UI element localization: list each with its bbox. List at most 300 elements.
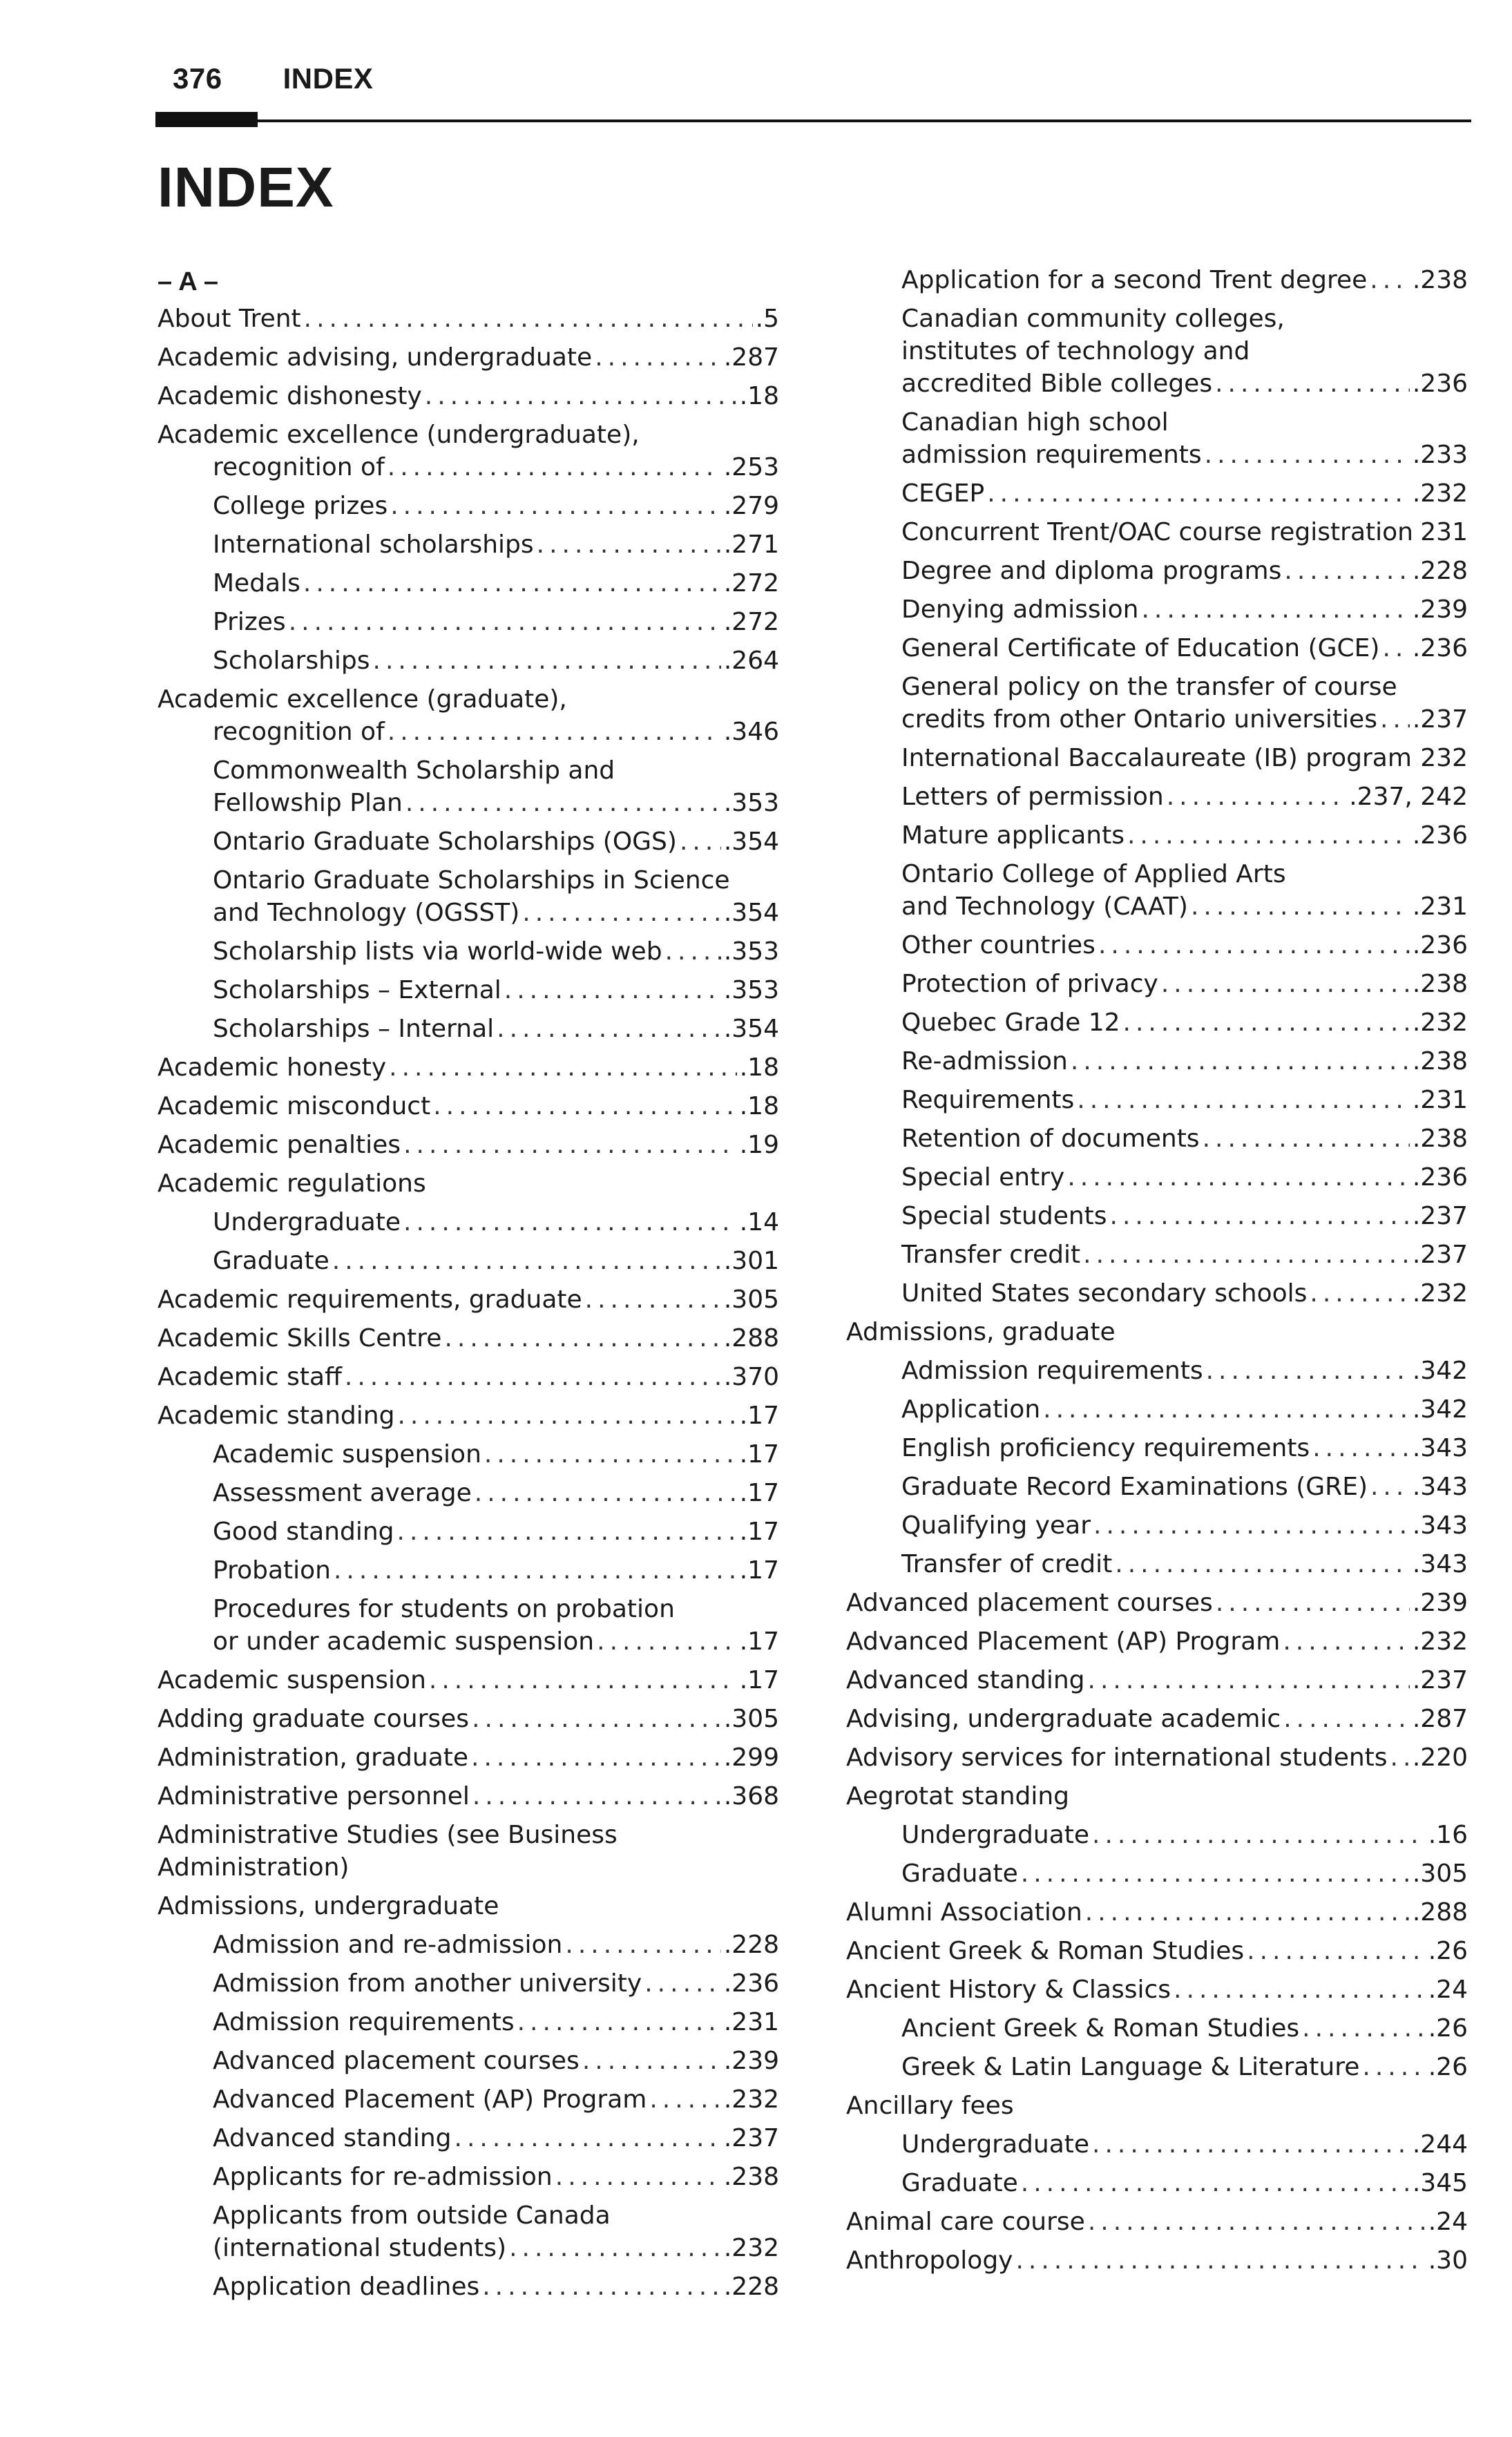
- index-subentry: [846, 2012, 1468, 2045]
- dot-leader: [484, 1438, 737, 1471]
- entry-term: Denying admission: [901, 595, 1139, 624]
- index-subentry: [157, 754, 779, 819]
- index-subentry: [157, 1438, 779, 1471]
- index-subentry: [157, 1554, 779, 1587]
- entry-page-number: .353: [723, 976, 779, 1004]
- entry-term-continuation: and Technology (OGSST): [213, 899, 520, 927]
- entry-term: Anthropology: [846, 2246, 1013, 2275]
- entry-page-number: .343: [1412, 1550, 1468, 1578]
- index-entry: [157, 1129, 779, 1161]
- entry-page-number: .228: [723, 2273, 779, 2301]
- index-subentry: [846, 303, 1468, 400]
- entry-page-number: .232: [723, 2085, 779, 2114]
- entry-term: Graduate Record Examinations (GRE): [901, 1473, 1368, 1501]
- entry-term: Requirements: [901, 1086, 1075, 1114]
- entry-page-number: .301: [723, 1247, 779, 1275]
- index-entry: [157, 1890, 779, 1922]
- dot-leader: [1203, 1122, 1410, 1155]
- entry-page-number: .343: [1412, 1434, 1468, 1462]
- entry-page-number: .18: [739, 1053, 779, 1082]
- index-entry: [157, 1703, 779, 1735]
- dot-leader: [472, 1780, 721, 1813]
- index-entry: [157, 1361, 779, 1393]
- index-subentry: [157, 606, 779, 638]
- dot-leader: [387, 451, 721, 484]
- entry-term: Ontario Graduate Scholarships in Science: [213, 866, 730, 895]
- dot-leader: [472, 1703, 721, 1735]
- entry-term: Academic excellence (undergraduate),: [157, 421, 640, 449]
- entry-page-number: .236: [1412, 821, 1468, 850]
- dot-leader: [1370, 264, 1410, 296]
- index-entry: [846, 2206, 1468, 2238]
- dot-leader: [1092, 2128, 1410, 2161]
- index-subentry: [157, 490, 779, 522]
- index-entry: [846, 2244, 1468, 2277]
- entry-term: Admission requirements: [901, 1357, 1203, 1385]
- dot-leader: [1088, 1664, 1410, 1697]
- entry-term: Admission requirements: [213, 2008, 515, 2036]
- dot-leader: [1284, 555, 1409, 587]
- entry-page-number: .370: [723, 1363, 779, 1391]
- index-entry: [157, 1780, 779, 1813]
- index-entry: [157, 380, 779, 412]
- dot-leader: [1110, 1200, 1410, 1232]
- entry-page-number: .238: [1412, 266, 1468, 294]
- entry-page-number: .238: [1412, 1125, 1468, 1153]
- entry-term: International scholarships: [213, 531, 534, 559]
- dot-leader: [597, 1625, 737, 1658]
- entry-term: Admission and re-admission: [213, 1931, 563, 1959]
- entry-page-number: .236: [1412, 370, 1468, 398]
- entry-term: English proficiency requirements: [901, 1434, 1310, 1462]
- entry-term: Graduate: [213, 1247, 329, 1275]
- index-subentry: [846, 1509, 1468, 1542]
- index-subentry: [846, 406, 1468, 471]
- dot-leader: [582, 2045, 721, 2077]
- entry-term: Medals: [213, 569, 300, 598]
- entry-term: Academic suspension: [157, 1666, 426, 1694]
- entry-term: Academic standing: [157, 1402, 395, 1430]
- entry-page-number: .271: [723, 531, 779, 559]
- entry-page-number: .232: [1412, 1627, 1468, 1656]
- index-subentry: [157, 2006, 779, 2038]
- index-entry: [846, 2090, 1468, 2122]
- entry-page-number: .232: [1412, 479, 1468, 508]
- dot-leader: [389, 1051, 737, 1084]
- entry-page-number: .237: [723, 2124, 779, 2152]
- entry-term: Academic Skills Centre: [157, 1324, 442, 1353]
- index-entry: [157, 303, 779, 335]
- entry-page-number: .354: [723, 1015, 779, 1043]
- entry-page-number: .232: [1412, 1009, 1468, 1037]
- entry-term: Application for a second Trent degree: [901, 266, 1368, 294]
- entry-term-continuation: institutes of technology and: [901, 337, 1250, 365]
- entry-page-number: .17: [739, 1479, 779, 1507]
- entry-term: Admissions, graduate: [846, 1318, 1116, 1346]
- dot-leader: [1191, 890, 1410, 923]
- dot-leader: [1247, 1935, 1426, 1967]
- entry-page-number: .24: [1428, 1976, 1468, 2004]
- entry-page-number: .253: [723, 453, 779, 481]
- entry-term: Academic misconduct: [157, 1092, 431, 1120]
- index-subentry: [157, 528, 779, 561]
- dot-leader: [555, 2161, 721, 2193]
- dot-leader: [504, 974, 721, 1006]
- entry-term: Letters of permission: [901, 783, 1164, 811]
- dot-leader: [1093, 1509, 1410, 1542]
- index-subentry: [846, 781, 1468, 813]
- dot-leader: [1310, 1277, 1409, 1310]
- index-subentry: [846, 632, 1468, 665]
- entry-term: Transfer credit: [901, 1241, 1081, 1269]
- entry-page-number: .354: [723, 899, 779, 927]
- running-head: [173, 62, 373, 95]
- entry-term: Transfer of credit: [901, 1550, 1113, 1578]
- entry-term: Ancient Greek & Roman Studies: [846, 1937, 1245, 1965]
- dot-leader: [1362, 2051, 1425, 2083]
- index-subentry: [846, 1548, 1468, 1580]
- entry-term: General policy on the transfer of course: [901, 673, 1397, 701]
- entry-term: Ontario College of Applied Arts: [901, 860, 1286, 888]
- index-subentry: [846, 742, 1468, 774]
- entry-page-number: 232: [1420, 744, 1468, 772]
- entry-page-number: .17: [739, 1402, 779, 1430]
- index-subentry: [846, 264, 1468, 296]
- index-subentry: [846, 671, 1468, 736]
- index-subentry: [157, 2161, 779, 2193]
- index-subentry: [846, 593, 1468, 626]
- entry-page-number: .287: [1412, 1705, 1468, 1733]
- index-subentry: [846, 2167, 1468, 2199]
- entry-term: College prizes: [213, 492, 388, 520]
- entry-page-number: .239: [1412, 595, 1468, 624]
- index-entry: [846, 1703, 1468, 1735]
- dot-leader: [1283, 1703, 1410, 1735]
- entry-page-number: .236: [1412, 1163, 1468, 1192]
- entry-term: Scholarship lists via world-wide web: [213, 937, 662, 966]
- index-subentry: [157, 2199, 779, 2264]
- index-subentry: [157, 2045, 779, 2077]
- index-subentry: [157, 974, 779, 1006]
- dot-leader: [1067, 1161, 1410, 1194]
- entry-page-number: .354: [723, 828, 779, 856]
- index-entry: [846, 1316, 1468, 1348]
- entry-page-number: .239: [723, 2047, 779, 2075]
- entry-page-number: .14: [739, 1208, 779, 1236]
- entry-page-number: .272: [723, 569, 779, 598]
- entry-term: Scholarships – External: [213, 976, 501, 1004]
- entry-term: Undergraduate: [213, 1208, 401, 1236]
- index-entry: [157, 1167, 779, 1200]
- index-subentry: [157, 1593, 779, 1658]
- entry-term: Procedures for students on probation: [213, 1595, 675, 1623]
- entry-term: Advanced standing: [213, 2124, 452, 2152]
- dot-leader: [475, 1477, 737, 1509]
- entry-term: Ontario Graduate Scholarships (OGS): [213, 828, 677, 856]
- dot-leader: [517, 2006, 721, 2038]
- entry-page-number: .238: [723, 2163, 779, 2191]
- entry-term-continuation: or under academic suspension: [213, 1627, 595, 1656]
- page-number: 376: [173, 62, 222, 95]
- entry-page-number: .232: [1412, 1279, 1468, 1308]
- dot-leader: [1283, 1625, 1410, 1658]
- dot-leader: [987, 477, 1410, 510]
- entry-page-number: .231: [1412, 892, 1468, 921]
- index-subentry: [846, 968, 1468, 1000]
- entry-page-number: .26: [1428, 2053, 1468, 2081]
- dot-leader: [1415, 742, 1417, 774]
- entry-term: Academic regulations: [157, 1169, 426, 1198]
- entry-page-number: .237: [1412, 705, 1468, 734]
- dot-leader: [1115, 1548, 1410, 1580]
- index-subentry: [157, 2271, 779, 2303]
- index-subentry: [157, 567, 779, 600]
- entry-page-number: .18: [739, 382, 779, 410]
- index-subentry: [846, 1045, 1468, 1078]
- dot-leader: [425, 380, 737, 412]
- index-entry: [157, 419, 779, 484]
- entry-page-number: .236: [723, 1969, 779, 1998]
- entry-page-number: .5: [755, 305, 779, 333]
- index-subentry: [846, 929, 1468, 962]
- dot-leader: [1085, 1896, 1410, 1929]
- entry-page-number: .17: [739, 1518, 779, 1546]
- entry-term: Probation: [213, 1556, 331, 1585]
- entry-page-number: .236: [1412, 931, 1468, 959]
- entry-term: Admissions, undergraduate: [157, 1892, 499, 1920]
- dot-leader: [585, 1283, 721, 1316]
- dot-leader: [1141, 593, 1409, 626]
- entry-page-number: .232: [723, 2234, 779, 2262]
- dot-leader: [1021, 2167, 1410, 2199]
- index-entry: [846, 1664, 1468, 1697]
- entry-page-number: .305: [1412, 1860, 1468, 1888]
- entry-term: About Trent: [157, 305, 301, 333]
- entry-term: Advanced Placement (AP) Program: [846, 1627, 1281, 1656]
- dot-leader: [1370, 1471, 1410, 1503]
- entry-term: Scholarships: [213, 647, 370, 675]
- entry-page-number: .279: [723, 492, 779, 520]
- index-subentry: [846, 1239, 1468, 1271]
- dot-leader: [471, 1741, 721, 1774]
- index-subentry: [846, 1471, 1468, 1503]
- dot-leader: [454, 2122, 721, 2154]
- entry-term: Good standing: [213, 1518, 394, 1546]
- entry-term: Alumni Association: [846, 1898, 1082, 1927]
- index-subentry: [157, 1967, 779, 2000]
- dot-leader: [1416, 516, 1417, 548]
- entry-term: Commonwealth Scholarship and: [213, 756, 615, 785]
- entry-term: Academic staff: [157, 1363, 342, 1391]
- entry-term: Advanced standing: [846, 1666, 1085, 1694]
- entry-page-number: .17: [739, 1440, 779, 1469]
- index-subentry: [846, 819, 1468, 852]
- dot-leader: [1312, 1432, 1410, 1464]
- entry-term: Academic dishonesty: [157, 382, 422, 410]
- entry-page-number: .272: [723, 608, 779, 636]
- index-entry: [157, 683, 779, 748]
- index-column-left: [157, 262, 779, 2309]
- entry-page-number: .299: [723, 1743, 779, 1772]
- entry-term-continuation: (international students): [213, 2234, 507, 2262]
- entry-term: International Baccalaureate (IB) program: [901, 744, 1412, 772]
- dot-leader: [1092, 1819, 1426, 1851]
- index-subentry: [846, 1355, 1468, 1387]
- entry-page-number: .368: [723, 1782, 779, 1810]
- entry-term: Canadian community colleges,: [901, 305, 1285, 333]
- entry-term: Degree and diploma programs: [901, 557, 1282, 585]
- entry-page-number: .288: [723, 1324, 779, 1353]
- entry-term: Advanced Placement (AP) Program: [213, 2085, 647, 2114]
- index-subentry: [846, 555, 1468, 587]
- dot-leader: [644, 1967, 721, 2000]
- dot-leader: [1382, 632, 1409, 665]
- entry-term-continuation: Fellowship Plan: [213, 789, 403, 817]
- dot-leader: [303, 567, 721, 600]
- dot-leader: [1302, 2012, 1426, 2045]
- index-subentry: [157, 1013, 779, 1045]
- entry-page-number: .346: [723, 718, 779, 746]
- index-entry: [846, 1974, 1468, 2006]
- entry-page-number: .19: [739, 1131, 779, 1159]
- entry-page-number: .288: [1412, 1898, 1468, 1927]
- index-subentry: [846, 1277, 1468, 1310]
- dot-leader: [1161, 968, 1410, 1000]
- entry-term: Retention of documents: [901, 1125, 1200, 1153]
- index-subentry: [157, 1206, 779, 1239]
- entry-term: Graduate: [901, 1860, 1018, 1888]
- dot-leader: [433, 1090, 737, 1122]
- entry-page-number: .228: [1412, 557, 1468, 585]
- entry-page-number: .220: [1412, 1743, 1468, 1772]
- index-column-right: [846, 262, 1468, 2283]
- entry-term: Administrative Studies (see Business: [157, 1821, 618, 1849]
- entry-term: Concurrent Trent/OAC course registration: [901, 518, 1413, 546]
- entry-page-number: .305: [723, 1705, 779, 1733]
- entry-term: Application deadlines: [213, 2273, 480, 2301]
- entry-term: Applicants for re-admission: [213, 2163, 553, 2191]
- index-subentry: [846, 1393, 1468, 1426]
- entry-term: Admission from another university: [213, 1969, 642, 1998]
- entry-term: Academic requirements, graduate: [157, 1286, 582, 1314]
- dot-leader: [289, 606, 721, 638]
- entry-term: Qualifying year: [901, 1511, 1091, 1540]
- dot-leader: [1043, 1393, 1410, 1426]
- running-title: INDEX: [283, 62, 374, 95]
- dot-leader: [390, 490, 721, 522]
- dot-leader: [1390, 1741, 1410, 1774]
- index-subentry: [157, 825, 779, 858]
- entry-term: Academic suspension: [213, 1440, 481, 1469]
- index-entry: [846, 1587, 1468, 1619]
- dot-leader: [1216, 1587, 1410, 1619]
- entry-term: Special students: [901, 1202, 1107, 1230]
- dot-leader: [1205, 439, 1410, 471]
- dot-leader: [1021, 1857, 1410, 1890]
- index-entry: [157, 1399, 779, 1432]
- index-subentry: [846, 1006, 1468, 1039]
- index-entry: [157, 1090, 779, 1122]
- dot-leader: [405, 787, 721, 819]
- dot-leader: [1083, 1239, 1410, 1271]
- entry-page-number: .17: [739, 1627, 779, 1656]
- dot-leader: [397, 1399, 736, 1432]
- index-subentry: [846, 477, 1468, 510]
- dot-leader: [665, 935, 721, 968]
- dot-leader: [429, 1664, 737, 1697]
- entry-term: Academic excellence (graduate),: [157, 685, 567, 714]
- entry-term: Graduate: [901, 2169, 1018, 2197]
- dot-leader: [497, 1013, 721, 1045]
- dot-leader: [565, 1929, 720, 1961]
- dot-leader: [1206, 1355, 1410, 1387]
- dot-leader: [332, 1245, 721, 1277]
- dot-leader: [482, 2271, 721, 2303]
- entry-page-number: .17: [739, 1556, 779, 1585]
- index-subentry: [846, 1200, 1468, 1232]
- index-subentry: [846, 1857, 1468, 1890]
- entry-term: Ancient Greek & Roman Studies: [901, 2014, 1300, 2043]
- entry-page-number: .16: [1428, 1821, 1468, 1849]
- entry-page-number: .237, 242: [1349, 783, 1468, 811]
- dot-leader: [1167, 781, 1347, 813]
- index-subentry: [157, 1516, 779, 1548]
- entry-page-number: .244: [1412, 2130, 1468, 2159]
- dot-leader: [373, 644, 721, 677]
- entry-term: Ancillary fees: [846, 2092, 1014, 2120]
- index-subentry: [157, 1477, 779, 1509]
- dot-leader: [345, 1361, 721, 1393]
- index-subentry: [846, 1084, 1468, 1116]
- entry-term-continuation: and Technology (CAAT): [901, 892, 1188, 921]
- entry-term: Special entry: [901, 1163, 1065, 1192]
- dot-leader: [1071, 1045, 1410, 1078]
- index-subentry: [157, 1929, 779, 1961]
- entry-term: Aegrotat standing: [846, 1782, 1070, 1810]
- entry-term: Protection of privacy: [901, 970, 1158, 998]
- index-entry: [846, 1625, 1468, 1658]
- entry-page-number: .24: [1428, 2208, 1468, 2236]
- entry-page-number: .18: [739, 1092, 779, 1120]
- entry-term: Quebec Grade 12: [901, 1009, 1120, 1037]
- dot-leader: [1088, 2206, 1426, 2238]
- entry-page-number: .353: [723, 937, 779, 966]
- entry-term: Scholarships – Internal: [213, 1015, 495, 1043]
- entry-term: United States secondary schools: [901, 1279, 1308, 1308]
- entry-term: Greek & Latin Language & Literature: [901, 2053, 1360, 2081]
- index-subentry: [157, 935, 779, 968]
- index-entry: [846, 1780, 1468, 1813]
- dot-leader: [1077, 1084, 1410, 1116]
- entry-term-continuation: recognition of: [213, 453, 385, 481]
- entry-term: Academic honesty: [157, 1053, 387, 1082]
- index-subentry: [846, 2051, 1468, 2083]
- index-subentry: [157, 1245, 779, 1277]
- entry-page-number: .236: [1412, 634, 1468, 662]
- index-entry: [157, 1664, 779, 1697]
- entry-page-number: .264: [723, 647, 779, 675]
- index-subentry: [846, 858, 1468, 923]
- dot-leader: [1127, 819, 1410, 852]
- index-subentry: [846, 516, 1468, 548]
- header-rule: [155, 120, 1471, 122]
- index-entry: [157, 1051, 779, 1084]
- entry-page-number: .231: [1412, 1086, 1468, 1114]
- dot-leader: [680, 825, 721, 858]
- entry-term: Advising, undergraduate academic: [846, 1705, 1281, 1733]
- dot-leader: [304, 303, 753, 335]
- entry-term: Application: [901, 1395, 1041, 1424]
